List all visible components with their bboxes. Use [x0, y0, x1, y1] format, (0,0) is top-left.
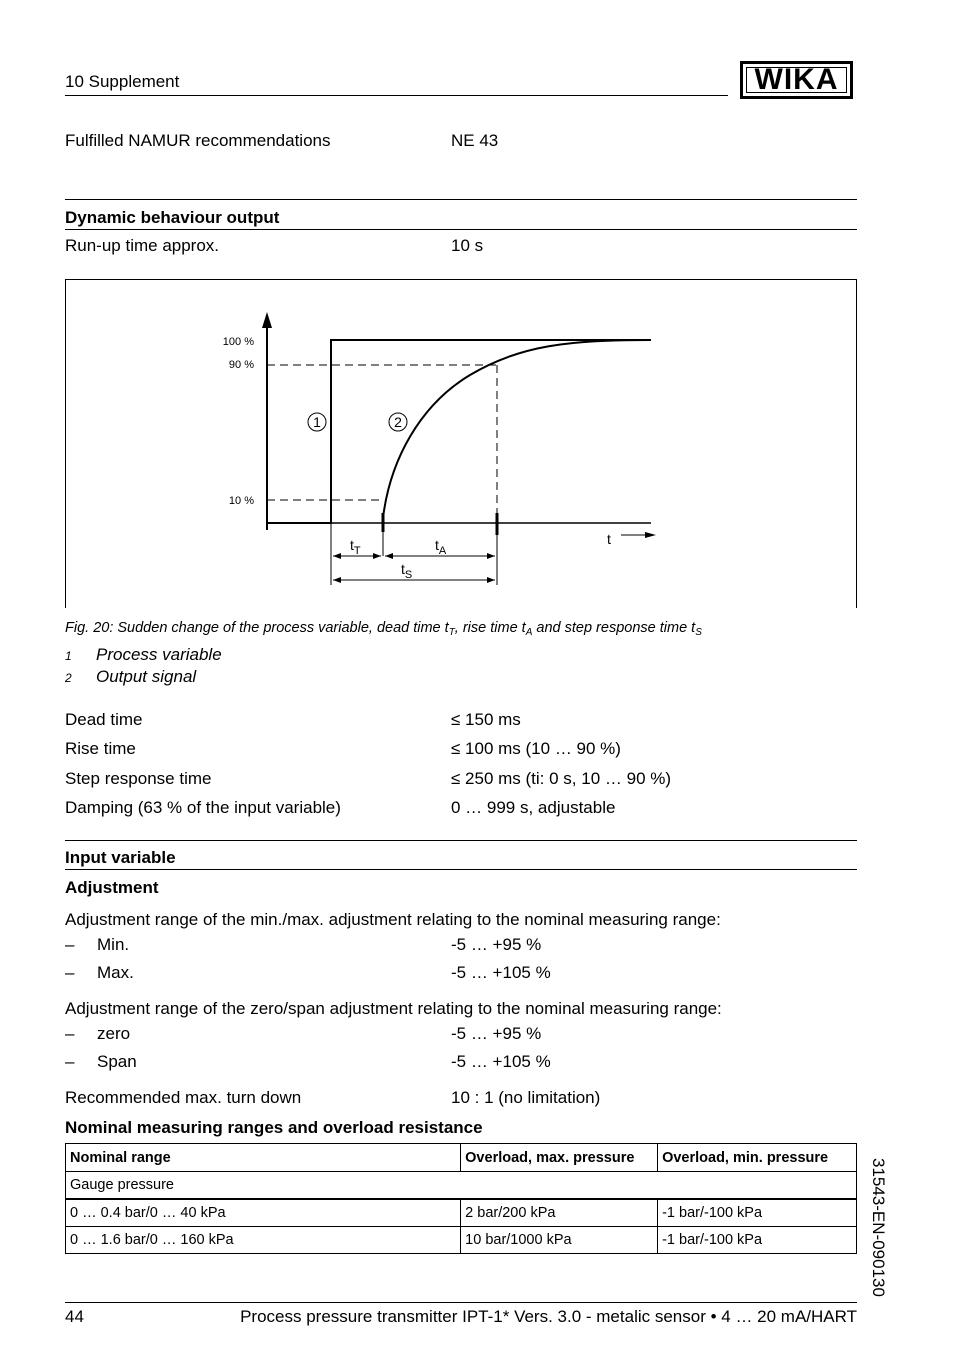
- y-label-10: 10 %: [228, 495, 254, 507]
- turndown-label: Recommended max. turn down: [65, 1088, 302, 1107]
- span-label: Span: [97, 1052, 137, 1071]
- timing-value: ≤ 150 ms: [451, 710, 521, 729]
- tS-label: $t_S$: [401, 561, 413, 581]
- max-value: -5 … +105 %: [451, 963, 551, 982]
- t-label: t: [607, 531, 611, 547]
- input-heading: Input variable: [65, 848, 176, 867]
- list-dash: –: [65, 963, 75, 982]
- y-label-90: 90 %: [228, 359, 254, 371]
- list-dash: –: [65, 1024, 75, 1043]
- y-label-100: 100 %: [222, 336, 254, 348]
- document-code: 31543-EN-090130: [869, 1158, 888, 1297]
- y-axis-arrow: [262, 312, 272, 328]
- timing-value: ≤ 100 ms (10 … 90 %): [451, 739, 621, 758]
- table-cell: 2 bar/200 kPa: [461, 1199, 658, 1227]
- timing-label: Rise time: [65, 739, 136, 758]
- nominal-heading: Nominal measuring ranges and overload resistance: [65, 1118, 483, 1137]
- table-group-cell: Gauge pressure: [66, 1172, 857, 1200]
- max-label: Max.: [97, 963, 134, 982]
- tA-label: $t_A$: [435, 537, 447, 557]
- namur-label: Fulfilled NAMUR recommendations: [65, 131, 331, 150]
- output-signal-curve: [383, 340, 651, 523]
- t-axis-arrow: [645, 532, 656, 538]
- table-group-row: [66, 1172, 857, 1200]
- marker-1: 1: [313, 414, 321, 430]
- page-number: 44: [65, 1307, 84, 1326]
- table-header-cell: Nominal range: [66, 1144, 461, 1172]
- table-cell: 10 bar/1000 kPa: [461, 1227, 658, 1254]
- figure-caption: Fig. 20: Sudden change of the process variable, dead time $t_T$, rise time $t_A$ and step response time $t_S$: [65, 620, 702, 638]
- turndown-value: 10 : 1 (no limitation): [451, 1088, 601, 1107]
- range1-text: Adjustment range of the min./max. adjustment relating to the nominal measuring range:: [65, 910, 721, 929]
- timing-value: 0 … 999 s, adjustable: [451, 798, 616, 817]
- table-cell: 0 … 1.6 bar/0 … 160 kPa: [66, 1227, 461, 1254]
- marker-2: 2: [394, 414, 402, 430]
- legend-item: 2 Output signal: [65, 667, 197, 686]
- range2-text: Adjustment range of the zero/span adjustment relating to the nominal measuring range:: [65, 999, 722, 1018]
- runup-label: Run-up time approx.: [65, 236, 220, 255]
- timing-label: Step response time: [65, 769, 212, 788]
- process-variable-line: [267, 340, 651, 523]
- table-cell: 0 … 0.4 bar/0 … 40 kPa: [66, 1199, 461, 1227]
- runup-value: 10 s: [451, 236, 484, 255]
- footer-rule: [65, 1302, 857, 1303]
- nominal-ranges-table: [65, 1143, 857, 1254]
- legend-item: 1 Process variable: [65, 645, 222, 664]
- table-row: [66, 1227, 857, 1254]
- tT-label: $t_T$: [350, 537, 361, 557]
- table-header-row: [66, 1144, 857, 1172]
- timing-label: Dead time: [65, 710, 143, 729]
- section-rule: [65, 840, 857, 841]
- zero-label: zero: [97, 1024, 131, 1043]
- span-value: -5 … +105 %: [451, 1052, 551, 1071]
- table-header-cell: Overload, min. pressure: [658, 1144, 857, 1172]
- wika-logo: WIKA: [740, 61, 853, 99]
- table-header-cell: Overload, max. pressure: [461, 1144, 658, 1172]
- footer-title: Process pressure transmitter IPT-1* Vers. 3.0 - metalic sensor • 4 … 20 mA/HART: [240, 1307, 857, 1326]
- table-row: [66, 1199, 857, 1227]
- list-dash: –: [65, 1052, 75, 1071]
- dynamic-heading: Dynamic behaviour output: [65, 208, 280, 227]
- min-value: -5 … +95 %: [451, 935, 542, 954]
- heading-rule: [65, 869, 857, 870]
- step-response-figure: [0, 0, 954, 640]
- timing-label: Damping (63 % of the input variable): [65, 798, 341, 817]
- table-cell: -1 bar/-100 kPa: [658, 1227, 857, 1254]
- zero-value: -5 … +95 %: [451, 1024, 542, 1043]
- namur-value: NE 43: [451, 131, 499, 150]
- adjustment-heading: Adjustment: [65, 878, 159, 897]
- timing-value: ≤ 250 ms (ti: 0 s, 10 … 90 %): [451, 769, 672, 788]
- min-label: Min.: [97, 935, 130, 954]
- table-cell: -1 bar/-100 kPa: [658, 1199, 857, 1227]
- section-header: 10 Supplement: [65, 72, 180, 91]
- list-dash: –: [65, 935, 75, 954]
